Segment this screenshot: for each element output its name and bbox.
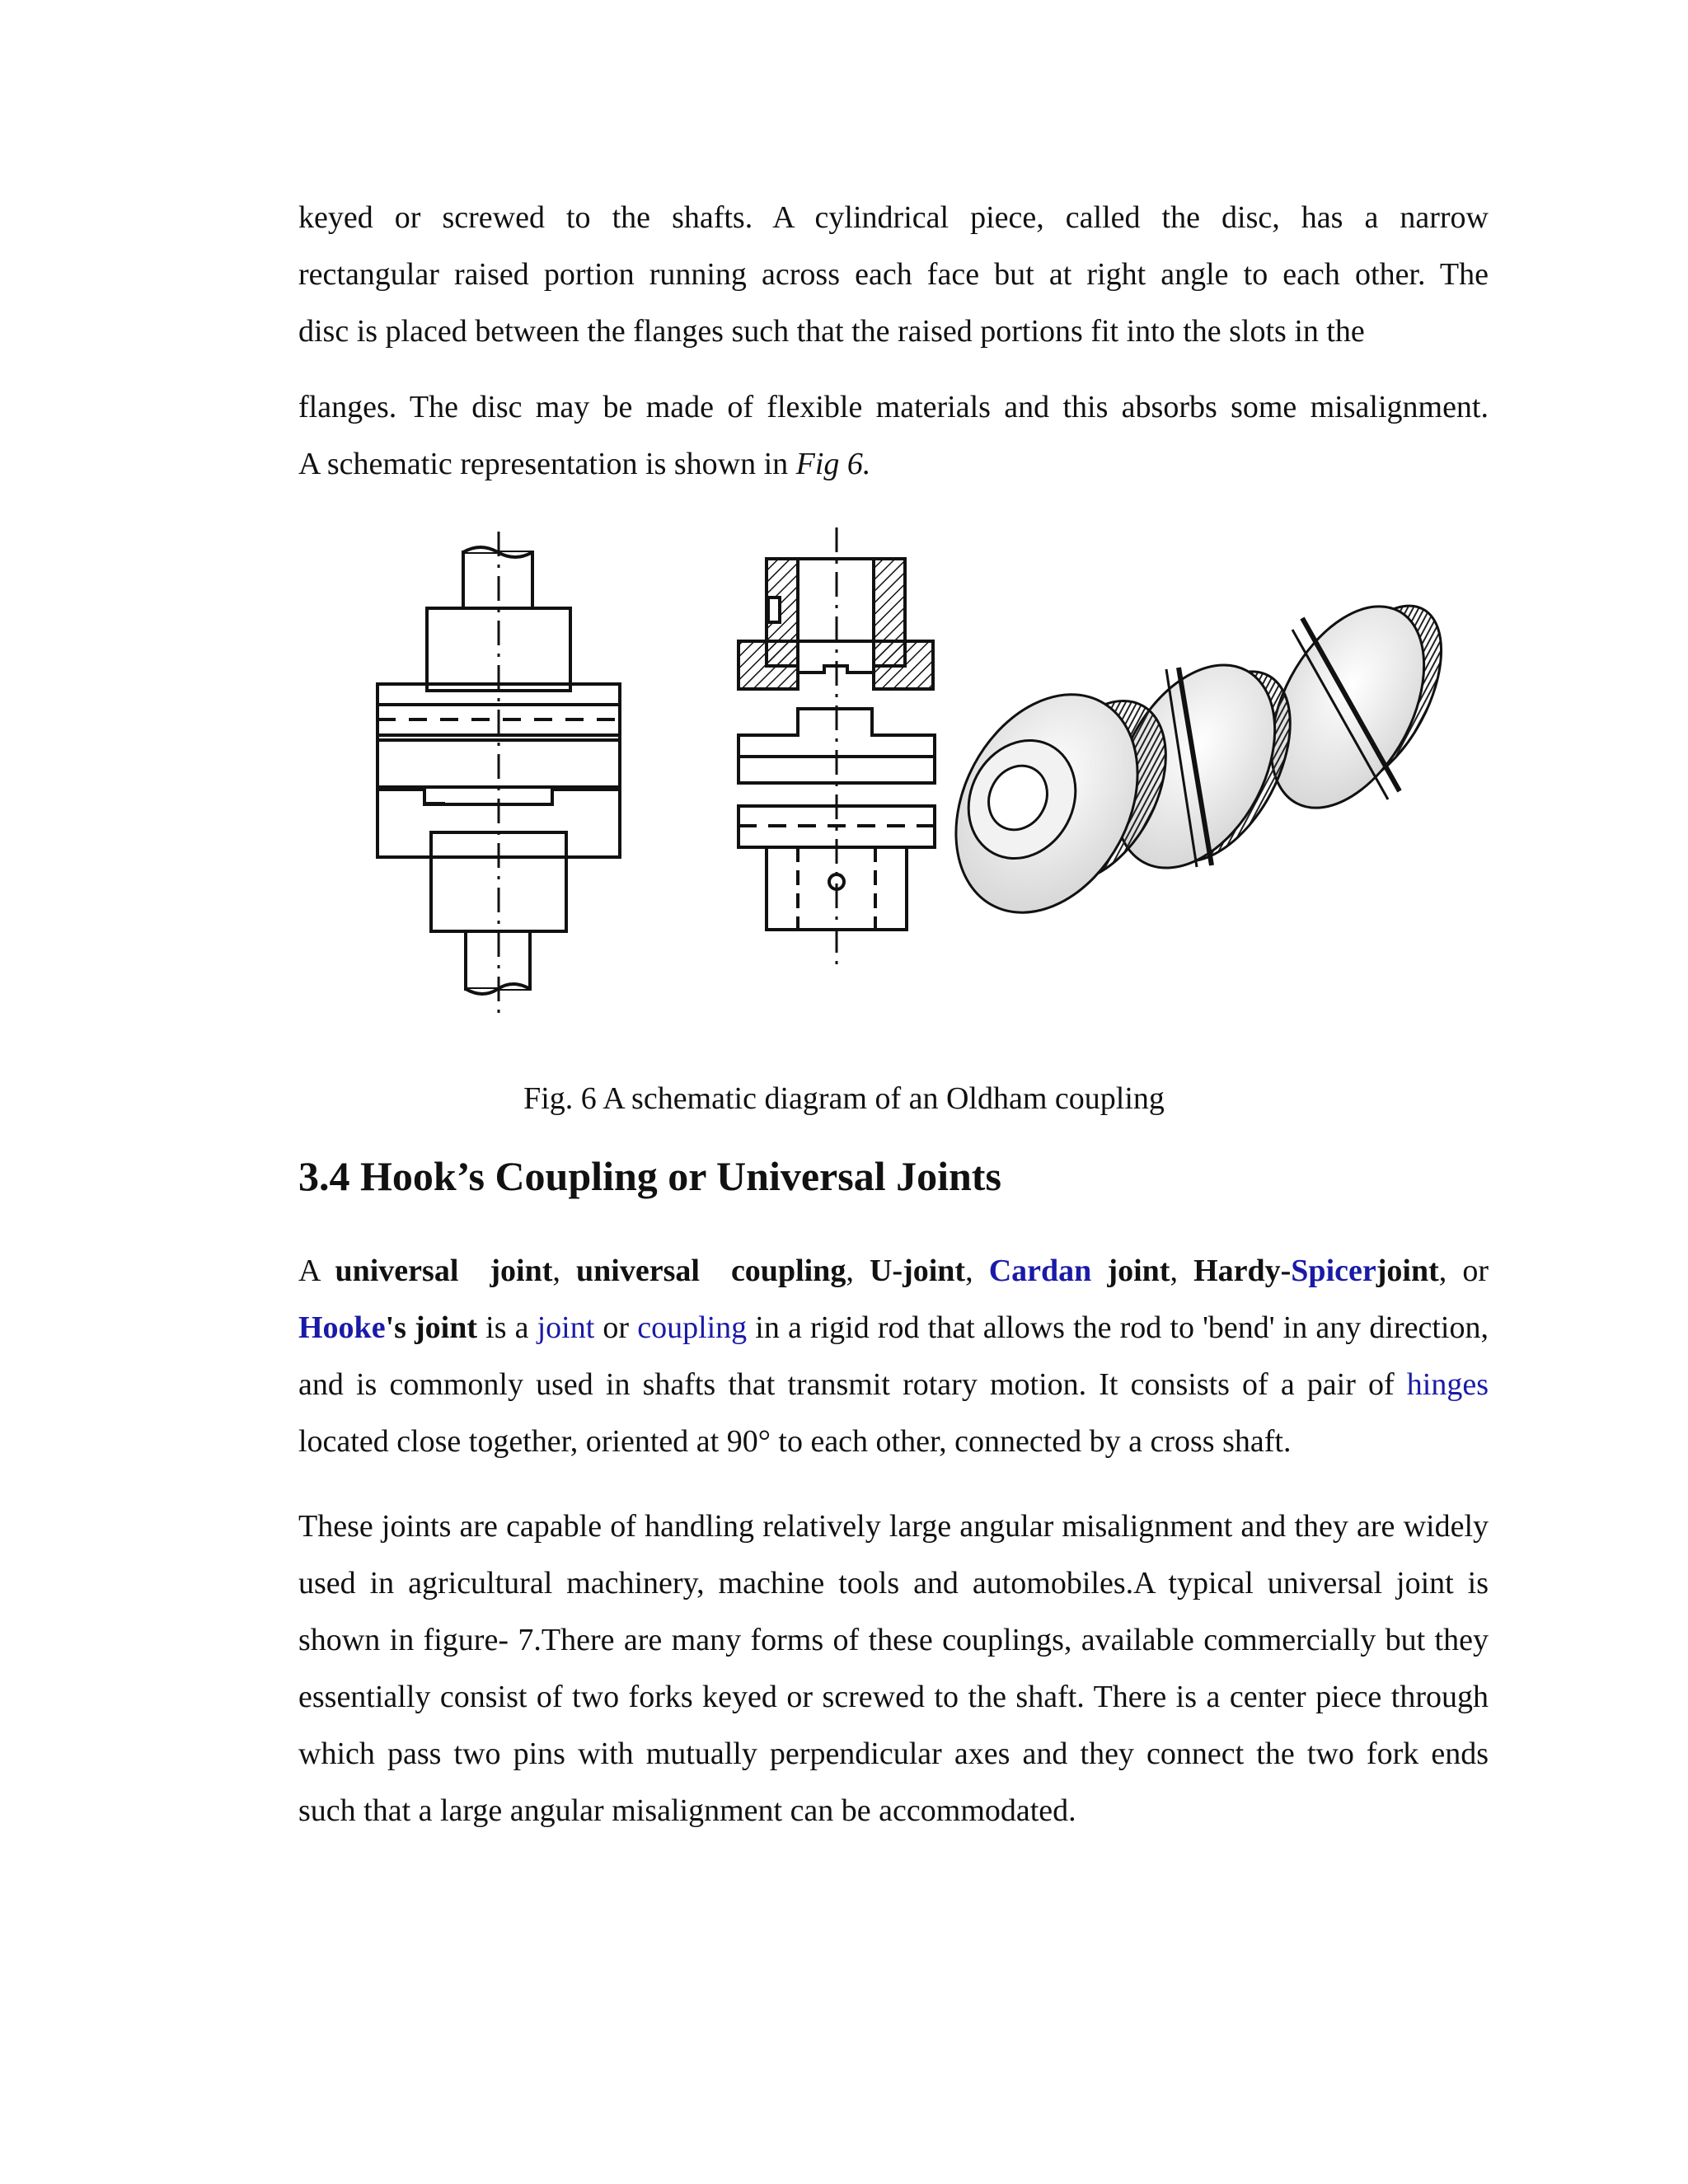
exploded-section-drawing bbox=[738, 527, 935, 964]
spicer-link[interactable]: Spicer bbox=[1291, 1254, 1376, 1288]
term-hardy: Hardy- bbox=[1193, 1254, 1292, 1288]
top-paragraph-line-2: rectangular raised portion running across each face but at right angle to each other. The bbox=[298, 257, 1489, 292]
top-paragraph-line-5 bbox=[298, 436, 1489, 493]
top-paragraph-line-4: flanges. The disc may be made of flexible materials and this absorbs some misalignment. bbox=[298, 390, 1489, 424]
fig-reference-prefix: A schematic representation is shown in bbox=[298, 447, 796, 481]
intro-comma: , bbox=[1438, 1254, 1447, 1288]
term-s-joint: 's joint bbox=[385, 1310, 478, 1345]
intro-text-is-a: is a bbox=[477, 1310, 537, 1345]
oldham-coupling-figure bbox=[363, 519, 1459, 1030]
hooke-link[interactable]: Hooke bbox=[298, 1310, 386, 1345]
intro-paragraph bbox=[298, 1243, 1489, 1470]
oldham-coupling-drawings bbox=[363, 519, 1459, 1030]
figure-caption: Fig. 6 A schematic diagram of an Oldham coupling bbox=[523, 1081, 1165, 1116]
intro-comma: , bbox=[965, 1254, 989, 1288]
term-universal: universal bbox=[335, 1254, 459, 1288]
term-u-joint: U-joint bbox=[869, 1254, 966, 1288]
intro-paragraph-text bbox=[298, 1243, 1489, 1470]
intro-comma: , bbox=[846, 1254, 870, 1288]
cardan-link[interactable]: Cardan bbox=[988, 1254, 1092, 1288]
intro-comma: , bbox=[1170, 1254, 1194, 1288]
intro-comma: , bbox=[552, 1254, 577, 1288]
intro-text-or-2: or bbox=[594, 1310, 638, 1345]
top-paragraph-line-3: disc is placed between the flanges such that the raised portions fit into the slots in the bbox=[298, 314, 1365, 349]
perspective-coupling-illustration bbox=[920, 581, 1459, 944]
section-heading: 3.4 Hook’s Coupling or Universal Joints bbox=[298, 1153, 1001, 1199]
intro-text-end: located close together, oriented at 90° to each other, connected by a cross shaft. bbox=[298, 1424, 1292, 1459]
fig-reference: Fig 6. bbox=[795, 447, 871, 481]
assembled-coupling-drawing bbox=[377, 532, 620, 1018]
term-coupling: coupling bbox=[730, 1254, 846, 1288]
term-joint-2: joint bbox=[1091, 1254, 1170, 1288]
term-universal-2: universal bbox=[576, 1254, 700, 1288]
joint-link[interactable]: joint bbox=[537, 1310, 595, 1345]
top-paragraph-line-1: keyed or screwed to the shafts. A cylindrical piece, called the disc, has a narrow bbox=[298, 200, 1489, 235]
top-paragraph-continued bbox=[298, 379, 1489, 493]
term-joint: joint bbox=[490, 1254, 553, 1288]
hinges-link[interactable]: hinges bbox=[1406, 1367, 1489, 1402]
coupling-link[interactable]: coupling bbox=[637, 1310, 748, 1345]
intro-text-body: in a rigid rod that allows the rod to 'bend' in any direction, and is commonly used in shafts that transmit rotary motion. It consists of a pair of bbox=[298, 1310, 1489, 1402]
top-paragraph bbox=[298, 190, 1489, 360]
second-paragraph bbox=[298, 1498, 1489, 1840]
intro-text-or: or bbox=[1462, 1254, 1489, 1288]
intro-text-a: A bbox=[298, 1254, 335, 1288]
second-paragraph-text: These joints are capable of handling relatively large angular misalignment and they are widely used in agricultural machinery, machine tools and automobiles.A typical universal joint is shown in figure- 7.There are many forms of these couplings, available commercially but they essentially consist of two forks keyed or screwed to the shaft. There is a center piece through which pass two pins with mutually perpendicular axes and they connect the two fork ends such that a large angular misalignment can be accommodated. bbox=[298, 1509, 1489, 1828]
term-joint-3: joint bbox=[1376, 1254, 1439, 1288]
